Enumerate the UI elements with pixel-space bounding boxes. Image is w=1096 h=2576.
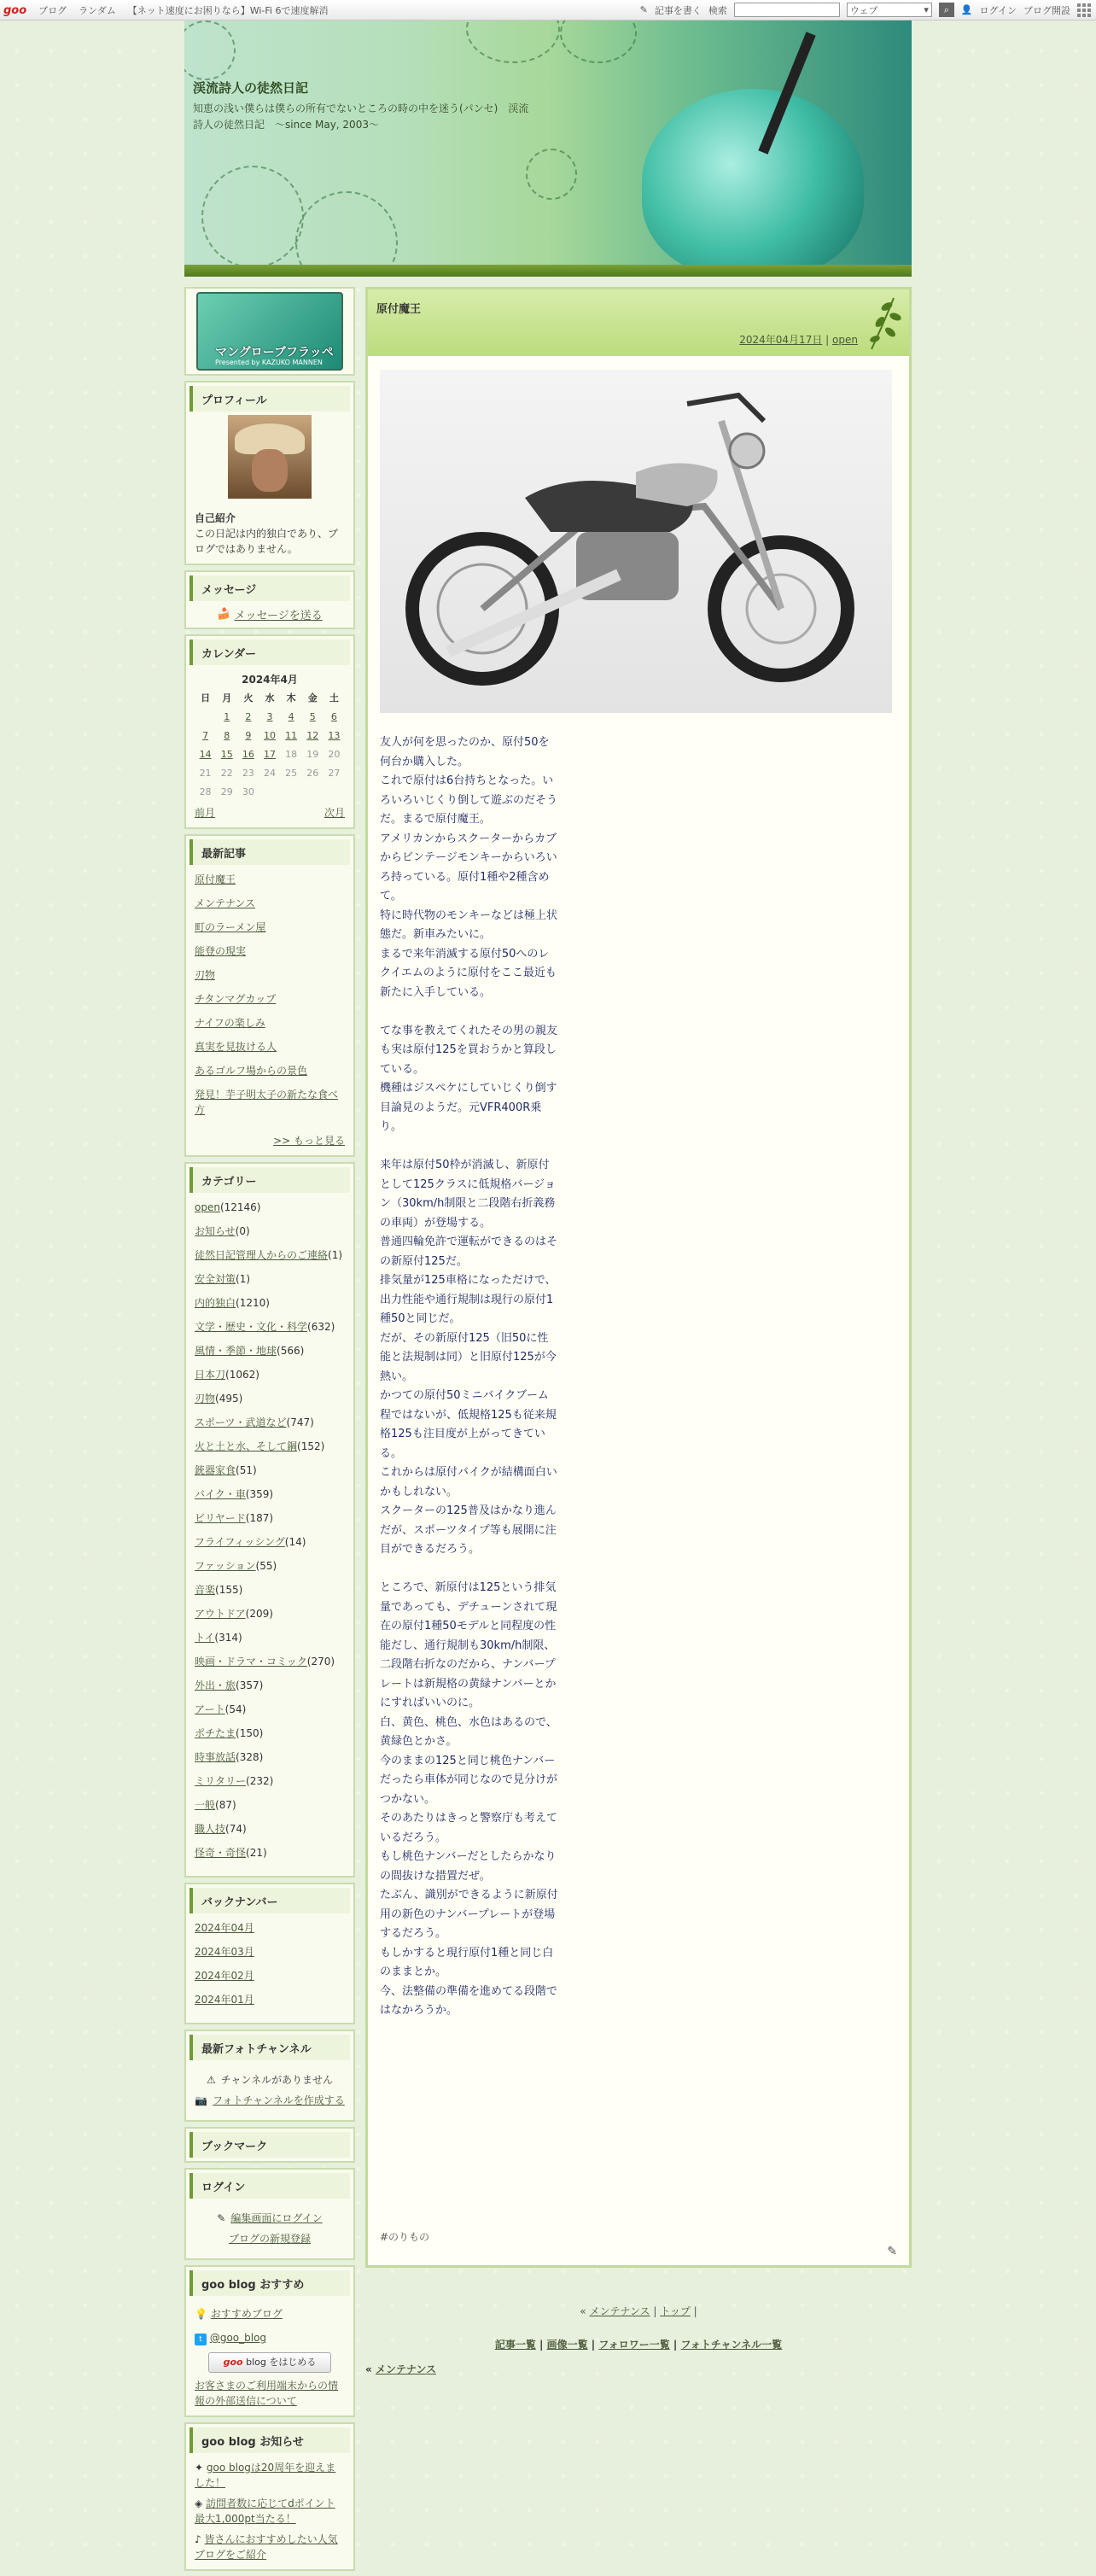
photo-channel-list-link[interactable]: フォトチャンネル一覧 xyxy=(680,2339,783,2351)
category-count: (150) xyxy=(236,1727,264,1739)
category-item xyxy=(195,1654,345,1669)
calendar-week xyxy=(195,745,345,764)
banner-subtitle: Presented by KAZUKO MANNEN xyxy=(215,359,323,366)
category-count: (270) xyxy=(306,1656,335,1668)
banner-title: マングローブフラッペ xyxy=(215,346,334,359)
recent-article-link[interactable]: 真実を見抜ける人 xyxy=(195,1041,277,1053)
calendar-day: 18 xyxy=(285,749,298,760)
leaf-ornament-icon xyxy=(854,289,906,356)
bottom-prev-link[interactable]: メンテナンス xyxy=(375,2363,436,2375)
photo-channel-heading: 最新フォトチャンネル xyxy=(189,2035,350,2060)
lace-ornament xyxy=(560,20,637,63)
more-articles-link[interactable]: >> もっと見る xyxy=(273,1135,345,1147)
news-link[interactable]: 皆さんにおすすめしたい人気ブログをご紹介 xyxy=(195,2533,338,2561)
write-article-link[interactable]: 記事を書く xyxy=(654,4,702,16)
calendar-day[interactable]: 15 xyxy=(220,749,233,760)
category-link[interactable]: 職人技 xyxy=(195,1823,226,1835)
external-transmission-link[interactable]: お客さまのご利用端末からの情報の外部送信について xyxy=(195,2380,339,2407)
category-link[interactable]: ファッション xyxy=(195,1560,256,1572)
calendar-day: 26 xyxy=(306,768,319,779)
follower-list-link[interactable]: フォロワー一覧 xyxy=(598,2339,670,2351)
calendar-day xyxy=(195,708,216,727)
recent-article-link[interactable]: チタンマグカップ xyxy=(195,993,277,1005)
calendar-day[interactable]: 9 xyxy=(245,730,252,741)
calendar-day[interactable]: 13 xyxy=(328,730,341,741)
category-count: (1) xyxy=(328,1249,343,1261)
calendar-day[interactable]: 2 xyxy=(245,711,252,722)
backnumber-heading: バックナンバー xyxy=(189,1888,350,1913)
start-blog-button[interactable] xyxy=(208,2352,331,2373)
category-link[interactable]: 文学・歴史・文化・科学 xyxy=(195,1321,308,1333)
calendar-weekday: 日 xyxy=(201,692,211,704)
cake-icon: 🍰 xyxy=(217,608,231,621)
calendar-day[interactable]: 16 xyxy=(242,749,254,760)
lace-ornament xyxy=(466,20,560,63)
category-link[interactable]: 安全対策 xyxy=(195,1273,236,1285)
calendar-day: 27 xyxy=(328,768,341,779)
edit-pen-icon[interactable]: ✎ xyxy=(887,2245,897,2258)
twitter-icon: t xyxy=(195,2334,207,2345)
create-photo-channel-link[interactable]: フォトチャンネルを作成する xyxy=(213,2094,345,2106)
warning-icon: ⚠ xyxy=(206,2074,216,2086)
category-item xyxy=(195,1606,345,1621)
category-item xyxy=(195,1343,345,1358)
category-item xyxy=(195,1510,345,1526)
calendar-day[interactable]: 11 xyxy=(285,730,298,741)
new-blog-register-link[interactable]: ブログの新規登録 xyxy=(228,2233,311,2245)
category-item xyxy=(195,1367,345,1382)
calendar-day: 29 xyxy=(220,786,233,797)
prev-mark: « xyxy=(580,2305,586,2317)
entry-date-link[interactable]: 2024年04月17日 xyxy=(739,334,823,346)
bottom-prev-nav xyxy=(365,2362,912,2376)
top-link[interactable]: トップ xyxy=(660,2305,691,2317)
calendar-day: 30 xyxy=(242,786,254,797)
news-link[interactable]: 訪問者数に応じてdポイント最大1,000pt当たる！ xyxy=(195,2497,335,2525)
calendar-weekday: 火 xyxy=(243,692,254,704)
calendar-table xyxy=(195,689,345,802)
recent-article-link[interactable]: あるゴルフ場からの景色 xyxy=(195,1065,308,1077)
category-count: (0) xyxy=(235,1225,250,1237)
search-label: 検索 xyxy=(708,4,727,16)
music-note-icon: ♪ xyxy=(195,2533,201,2545)
backnumber-link[interactable]: 2024年04月 xyxy=(195,1922,254,1934)
category-item xyxy=(195,1702,345,1717)
recent-article-link[interactable]: 能登の現実 xyxy=(195,945,247,957)
calendar-weekday: 木 xyxy=(286,692,296,704)
chevron-down-icon: ▾ xyxy=(924,4,929,15)
blog-description: 知恵の浅い僕らは僕らの所有でないところの時の中を迷う(パンセ) 渓流詩人の徒然日記 ～since May, 2003～ xyxy=(193,102,529,131)
calendar-day[interactable]: 1 xyxy=(224,711,230,722)
category-link[interactable]: open xyxy=(195,1201,220,1213)
category-count: (359) xyxy=(245,1488,274,1500)
category-link[interactable]: 時事放話 xyxy=(195,1751,236,1763)
calendar-day: 23 xyxy=(242,768,254,779)
meta-separator: | xyxy=(825,334,830,346)
category-link[interactable]: アウトドア xyxy=(195,1608,246,1620)
header-bottom-bar xyxy=(184,265,912,277)
login-heading: ログイン xyxy=(189,2173,350,2199)
pencil-icon: ✎ xyxy=(639,4,648,15)
twitter-link[interactable]: @goo_blog xyxy=(209,2332,267,2344)
calendar-day[interactable]: 4 xyxy=(288,711,294,722)
recent-article-link[interactable]: 原付魔王 xyxy=(195,873,236,885)
recent-article-link[interactable]: ナイフの楽しみ xyxy=(195,1017,265,1029)
category-count: (747) xyxy=(286,1417,314,1428)
search-scope-value: ウェブ xyxy=(849,4,878,16)
recent-article-link[interactable]: 刃物 xyxy=(195,969,216,981)
calendar-day[interactable]: 3 xyxy=(266,711,273,722)
edit-login-link[interactable]: 編集画面にログイン xyxy=(230,2212,323,2224)
category-item xyxy=(195,1295,345,1311)
calendar-day[interactable]: 7 xyxy=(202,730,209,741)
calendar-day xyxy=(259,783,280,802)
topbar-link-random[interactable]: ランダム xyxy=(79,5,116,16)
footer-links: 記事一覧 | 画像一覧 | フォロワー一覧 | フォトチャンネル一覧 xyxy=(494,2339,783,2351)
category-item xyxy=(195,1678,345,1693)
open-blog-link[interactable]: ブログ開設 xyxy=(1023,4,1070,16)
calendar-weekday: 土 xyxy=(329,692,339,704)
goo-logo[interactable]: goo xyxy=(3,3,27,17)
category-link[interactable]: ポチたま xyxy=(195,1727,236,1739)
category-count: (54) xyxy=(224,1703,247,1715)
category-count: (55) xyxy=(255,1560,277,1572)
login-link[interactable]: ログイン xyxy=(979,4,1017,16)
calendar-day: 25 xyxy=(285,768,298,779)
pager-end: | xyxy=(693,2305,697,2317)
calendar-box xyxy=(184,634,355,829)
recommend-blog-link[interactable]: おすすめブログ xyxy=(210,2308,283,2320)
category-item xyxy=(195,1487,345,1502)
calendar-day[interactable]: 5 xyxy=(309,711,316,722)
category-link[interactable]: 刃物 xyxy=(195,1393,216,1405)
prev-mark: « xyxy=(365,2363,372,2375)
point-icon: ◈ xyxy=(195,2497,203,2509)
category-link[interactable]: アート xyxy=(195,1703,225,1715)
calendar-prev-link[interactable]: 前月 xyxy=(195,807,216,819)
calendar-day xyxy=(281,783,302,802)
no-channel-text: チャンネルがありません xyxy=(220,2074,334,2086)
calendar-day: 22 xyxy=(220,768,233,779)
category-link[interactable]: 外出・旅 xyxy=(195,1679,236,1691)
entry-pager xyxy=(365,2304,912,2318)
calendar-day xyxy=(324,783,345,802)
category-count: (152) xyxy=(297,1440,325,1452)
entry-category-link[interactable]: open xyxy=(832,334,858,346)
calendar-week xyxy=(195,764,345,783)
category-link[interactable]: 火と土と水、そして鋼 xyxy=(195,1440,298,1452)
pager-separator: | xyxy=(653,2305,657,2317)
frappe-glass-image xyxy=(642,89,864,277)
category-count: (357) xyxy=(236,1679,264,1691)
avatar xyxy=(228,415,312,499)
article-list-link[interactable]: 記事一覧 xyxy=(494,2339,536,2351)
category-count: (232) xyxy=(246,1775,274,1787)
calendar-week xyxy=(195,783,345,802)
category-link[interactable]: お知らせ xyxy=(195,1225,236,1237)
camera-icon: 📷 xyxy=(195,2094,208,2106)
backnumber-link[interactable]: 2024年01月 xyxy=(195,1994,254,2006)
calendar-heading: カレンダー xyxy=(189,640,350,665)
category-item xyxy=(195,1773,345,1789)
category-item xyxy=(195,1247,345,1263)
entry-title: 原付魔王 xyxy=(376,303,422,316)
category-link[interactable]: 内的独白 xyxy=(195,1297,236,1309)
category-count: (566) xyxy=(277,1345,305,1357)
category-link[interactable]: トイ xyxy=(195,1632,215,1644)
category-count: (21) xyxy=(246,1847,267,1859)
calendar-day[interactable]: 17 xyxy=(263,749,276,760)
calendar-day: 20 xyxy=(328,749,341,760)
start-blog-label: blog をはじめる xyxy=(246,2357,317,2368)
news-heading: goo blog お知らせ xyxy=(189,2427,350,2453)
category-link[interactable]: 音楽 xyxy=(195,1584,216,1596)
profile-intro-text: この日記は内的独白であり、ブログではありません。 xyxy=(195,528,339,555)
category-link[interactable]: ビリヤード xyxy=(195,1512,246,1524)
goo-logo: goo xyxy=(223,2357,243,2368)
image-list-link[interactable]: 画像一覧 xyxy=(546,2339,588,2351)
prev-entry-link[interactable]: メンテナンス xyxy=(589,2305,650,2317)
category-count: (12146) xyxy=(219,1201,261,1213)
category-heading: カテゴリー xyxy=(189,1167,350,1193)
lace-ornament xyxy=(295,191,398,277)
calendar-day xyxy=(302,783,324,802)
category-link[interactable]: 日本刀 xyxy=(195,1369,226,1381)
bulb-icon: 💡 xyxy=(195,2308,207,2320)
category-count: (155) xyxy=(215,1584,243,1596)
category-item xyxy=(195,1534,345,1550)
calendar-month: 2024年4月 xyxy=(242,674,298,686)
calendar-day: 19 xyxy=(306,749,319,760)
calendar-day[interactable]: 14 xyxy=(199,749,212,760)
profile-heading: プロフィール xyxy=(189,386,350,412)
category-item xyxy=(195,1821,345,1837)
category-link[interactable]: スポーツ・武道など xyxy=(195,1417,287,1428)
topbar-link-ad[interactable]: 【ネット速度にお困りなら】Wi-Fi 6で速度解消 xyxy=(127,5,329,16)
calendar-next-link[interactable]: 次月 xyxy=(324,807,345,819)
recommend-heading: goo blog おすすめ xyxy=(189,2270,350,2296)
lace-ornament xyxy=(526,149,577,200)
category-count: (14) xyxy=(284,1536,306,1548)
blog-header xyxy=(184,20,912,277)
search-input[interactable] xyxy=(734,3,840,17)
calendar-day[interactable]: 12 xyxy=(306,730,319,741)
send-message-link[interactable]: メッセージを送る xyxy=(234,610,323,622)
login-person-icon: 👤 xyxy=(960,4,973,15)
pencil-icon: ✎ xyxy=(217,2212,226,2224)
sidebar xyxy=(184,287,355,2576)
calendar-weekday: 月 xyxy=(222,692,232,704)
category-count: (1210) xyxy=(236,1297,270,1309)
bookmark-box xyxy=(184,2127,355,2163)
banner-box xyxy=(184,287,355,376)
calendar-day: 21 xyxy=(199,768,212,779)
calendar-day[interactable]: 6 xyxy=(330,711,337,722)
category-count: (1062) xyxy=(225,1369,259,1381)
category-box xyxy=(184,1162,355,1878)
category-count: (495) xyxy=(215,1393,243,1405)
category-item xyxy=(195,1224,345,1239)
category-item xyxy=(195,1726,345,1741)
top-navigation-bar xyxy=(0,0,1096,20)
calendar-week xyxy=(195,708,345,727)
template-banner[interactable] xyxy=(196,292,343,371)
category-count: (209) xyxy=(245,1608,273,1620)
category-count: (74) xyxy=(225,1823,247,1835)
recent-article-link[interactable]: 町のラーメン屋 xyxy=(195,921,266,933)
topbar-link-blog[interactable]: ブログ xyxy=(38,5,67,16)
category-count: (187) xyxy=(245,1512,274,1524)
entry-header xyxy=(368,289,909,356)
search-button[interactable] xyxy=(939,3,954,17)
backnumber-box xyxy=(184,1883,355,2024)
recent-article-link[interactable]: 発見！芋子明太子の新たな食べ方 xyxy=(195,1089,339,1116)
category-link[interactable]: 徒然日記管理人からのご連絡 xyxy=(195,1249,329,1261)
category-item xyxy=(195,1845,345,1860)
search-scope-select[interactable] xyxy=(847,3,932,17)
bookmark-heading: ブックマーク xyxy=(189,2132,350,2158)
recent-article-link[interactable]: メンテナンス xyxy=(195,897,256,909)
category-item xyxy=(195,1415,345,1430)
category-link[interactable]: 怪奇・奇怪 xyxy=(195,1847,247,1859)
main-content xyxy=(365,287,912,2376)
news-box xyxy=(184,2422,355,2571)
recent-articles-box xyxy=(184,834,355,1157)
blog-entry xyxy=(365,287,912,2268)
category-item xyxy=(195,1271,345,1287)
entry-body-text: 友人が何を思ったのか、原付50を何台か購入した。 これで原付は6台持ちとなった。いろいろいじくり倒して遊ぶのだそうだ。まるで原付魔王。 アメリカンからスクーターからカブからビンテージモンキーからいろいろ持っている。原付1種や2種含めて。 特に時代物のモンキーなどは極上状態だ。新車みたいに。 まるで来年消滅する原付50へのレクイエムのように原付をここ最近も新たに入手している。 てな事を教えてくれたその男の親友も実は原付125を買おうかと算段している。 機種はジスペケにしていじくり倒す目論見のようだ。元VFR400R乗り。 来年は原付50枠が消滅し、新原付として125クラスに低規格バージョン（30km/h制限と二段階右折義務の車両）が登場する。 普通四輪免許で運転ができるのはその新原付125だ。 排気量が125車格になっただけで、出力性能や通行規制は現行の原付1種50と同じだ。 だが、その新原付125（旧50に性能と法規制は同）と旧原付125が今熱い。 かつての原付50ミニバイクブーム程ではないが、低規格125も従来規格125も注目度が上がってきている。 これからは原付バイクが結構面白いかもしれない。 スクーターの125普及はかなり進んだが、スポーツタイプ等も展開に注目ができるだろう。 ところで、新原付は125という排気量であっても、デチューンされて現在の原付1種50モデルと同程度の性能だし、通行規制も30km/h制限、二段階右折なのだから、ナンバープレートは新規格の黄緑ナンバーとかにすればいいのに。 白、黄色、桃色、水色はあるので、黄緑色とかさ。 今のままの125と同じ桃色ナンバーだったら車体が同じなので見分けがつかない。 そのあたりはきっと警察庁も考えているだろう。 もし桃色ナンバーだとしたらかなりの間抜けな措置だぜ。 たぶん、識別ができるように新原付用の新色のナンバープレートが登場するだろう。 もしかすると現行原付1種と同じ白のままとか。 今、法整備の準備を進めてる段階ではなかろうか。 xyxy=(380,736,558,2017)
category-item xyxy=(195,1439,345,1454)
category-item xyxy=(195,1319,345,1335)
calendar-weekday: 金 xyxy=(307,692,318,704)
category-count: (328) xyxy=(236,1751,264,1763)
blog-title[interactable]: 渓流詩人の徒然日記 xyxy=(193,80,309,96)
category-item xyxy=(195,1582,345,1598)
calendar-day[interactable]: 8 xyxy=(224,730,230,741)
calendar-day: 24 xyxy=(263,768,276,779)
star-icon: ✦ xyxy=(195,2462,204,2474)
news-link[interactable]: goo blogは20周年を迎えました！ xyxy=(195,2462,336,2489)
category-item xyxy=(195,1797,345,1813)
category-link[interactable]: バイク・車 xyxy=(195,1488,246,1500)
lace-ornament xyxy=(201,166,304,268)
login-box xyxy=(184,2168,355,2260)
category-link[interactable]: 風情・季節・地球 xyxy=(195,1345,277,1357)
category-item xyxy=(195,1200,345,1215)
category-link[interactable]: 銃器家食 xyxy=(195,1464,236,1476)
message-box xyxy=(184,570,355,629)
category-count: (51) xyxy=(236,1464,257,1476)
category-item xyxy=(195,1558,345,1574)
category-item xyxy=(195,1463,345,1478)
category-count: (314) xyxy=(214,1632,242,1644)
category-item xyxy=(195,1630,345,1645)
motorcycle-illustration xyxy=(380,370,892,713)
calendar-week xyxy=(195,727,345,745)
calendar-weekday: 水 xyxy=(265,692,275,704)
entry-meta xyxy=(739,332,858,347)
category-count: (1) xyxy=(236,1273,251,1285)
recent-heading: 最新記事 xyxy=(189,839,350,865)
profile-intro-label: 自己紹介 xyxy=(195,512,236,524)
category-item xyxy=(195,1391,345,1406)
search-icon: ⌕ xyxy=(943,4,949,15)
calendar-day[interactable]: 10 xyxy=(263,730,276,741)
photo-channel-box xyxy=(184,2030,355,2122)
message-heading: メッセージ xyxy=(189,575,350,601)
category-link[interactable]: 一般 xyxy=(195,1799,216,1811)
calendar-day: 28 xyxy=(199,786,212,797)
category-link[interactable]: ミリタリー xyxy=(195,1775,247,1787)
backnumber-link[interactable]: 2024年02月 xyxy=(195,1970,254,1982)
lace-ornament xyxy=(184,20,236,80)
category-count: (632) xyxy=(307,1321,335,1333)
category-link[interactable]: フライフィッシング xyxy=(195,1536,285,1548)
apps-grid-icon[interactable] xyxy=(1077,3,1091,17)
category-count: (87) xyxy=(215,1799,236,1811)
profile-box xyxy=(184,381,355,565)
backnumber-link[interactable]: 2024年03月 xyxy=(195,1946,254,1958)
recommend-box xyxy=(184,2265,355,2417)
entry-tag-link[interactable]: #のりもの xyxy=(380,2231,430,2243)
category-link[interactable]: 映画・ドラマ・コミック xyxy=(195,1656,307,1668)
category-item xyxy=(195,1749,345,1765)
motorcycle-photo[interactable] xyxy=(380,370,892,713)
